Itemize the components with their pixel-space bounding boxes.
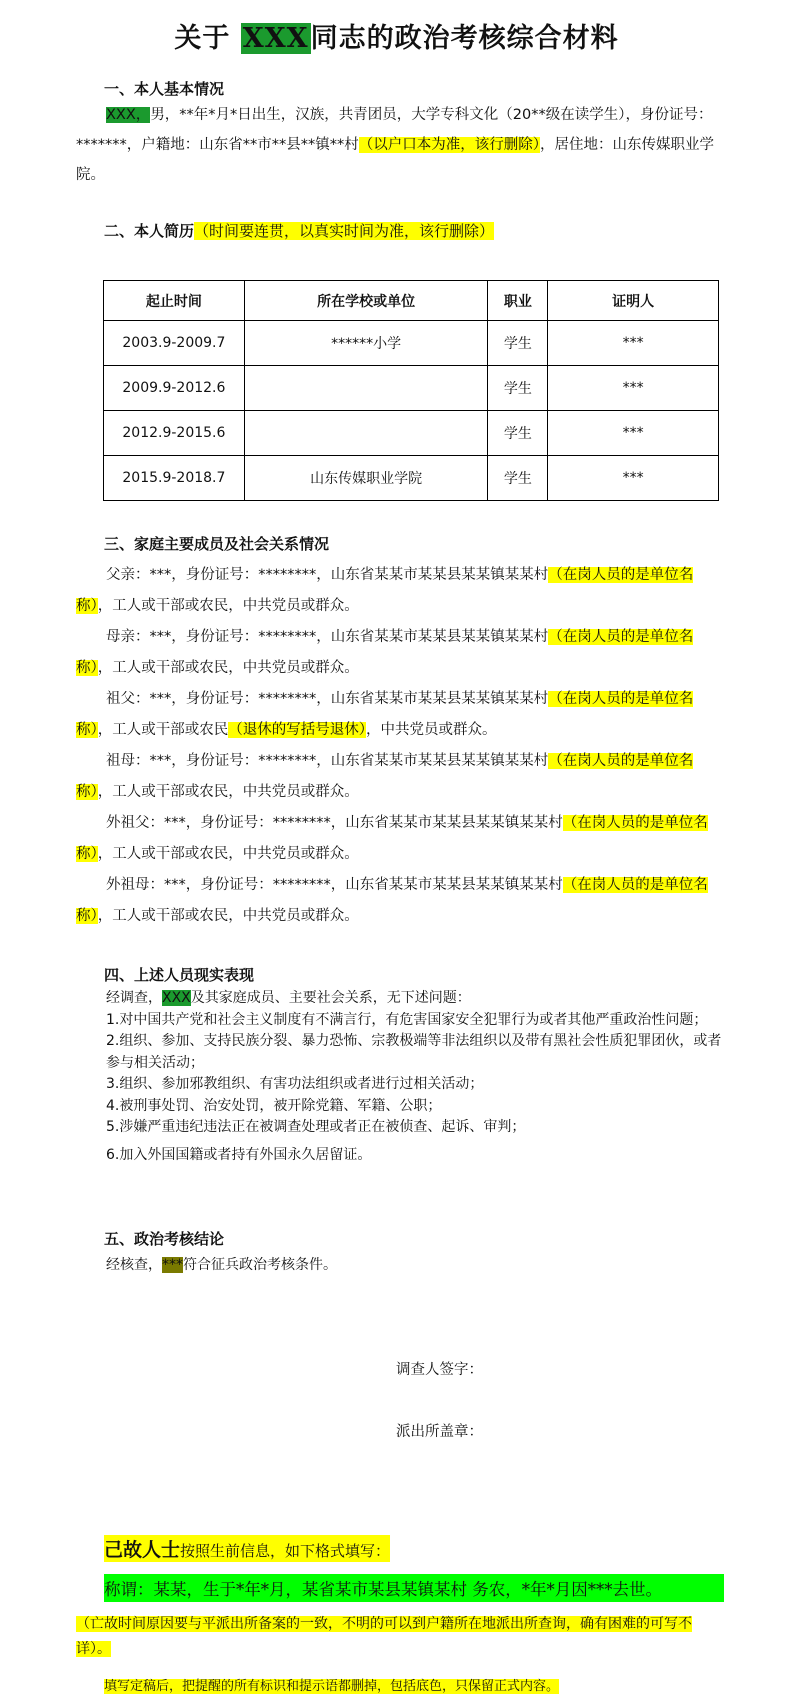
family-member-grandfather bbox=[76, 684, 726, 746]
family-member-mother bbox=[76, 622, 726, 684]
section5-body bbox=[76, 1255, 726, 1277]
member-note: （在岗人员的是单位名称） bbox=[76, 877, 708, 924]
member-note: （在岗人员的是单位名称） bbox=[76, 753, 694, 800]
table-row bbox=[104, 321, 719, 366]
section1-heading: 一、本人基本情况 bbox=[104, 80, 225, 98]
conclusion-name: *** bbox=[162, 1257, 183, 1273]
section1-note: （以户口本为准，该行删除） bbox=[358, 137, 540, 153]
col-header-school: 所在学校或单位 bbox=[244, 281, 488, 321]
deceased-instruction bbox=[104, 1535, 390, 1562]
member-note: （在岗人员的是单位名称） bbox=[76, 691, 694, 738]
family-members bbox=[76, 560, 726, 932]
intro-suffix: 及其家庭成员、主要社会关系，无下述问题： bbox=[190, 990, 471, 1006]
table-cell: ******小学 bbox=[244, 321, 488, 366]
table-cell bbox=[244, 366, 488, 411]
list-item-text: 1.对中国共产党和社会主义制度有不满言行，有危害国家安全犯罪行为或者其他严重政治性问题； bbox=[106, 1011, 708, 1028]
investigator-signature-label: 调查人签字： bbox=[396, 1362, 483, 1378]
section4-intro bbox=[76, 988, 726, 1010]
section2-heading-text: 二、本人简历 bbox=[104, 222, 195, 240]
table-cell: 学生 bbox=[488, 411, 548, 456]
list-item-text: 2.组织、参加、支持民族分裂、暴力恐怖、宗教极端等非法组织以及带有黑社会性质犯罪团伙，或者参与相关活动； bbox=[106, 1033, 722, 1071]
member-status: ，工人或干部或农民，中共党员或群众。 bbox=[97, 660, 359, 676]
list-item-text: 5.涉嫌严重违纪违法正在被调查处理或者正在被侦查、起诉、审判； bbox=[106, 1119, 526, 1135]
deceased-example: 称谓：某某，生于*年*月，某省某市某县某镇某村 务农，*年*月因***去世。 bbox=[104, 1574, 724, 1602]
member-info: 外祖父：***，身份证号：********，山东省某某市某某县某某镇某某村 bbox=[106, 815, 563, 831]
member-status: ，工人或干部或农民，中共党员或群众。 bbox=[97, 598, 359, 614]
section1-body bbox=[76, 100, 726, 190]
member-info: 祖父：***，身份证号：********，山东省某某市某某县某某镇某某村 bbox=[106, 691, 549, 707]
member-status-tail: ，中共党员或群众。 bbox=[366, 722, 497, 738]
member-status: ，工人或干部或农民，中共党员或群众。 bbox=[97, 846, 359, 862]
family-member-grandmother bbox=[76, 746, 726, 808]
table-cell: 学生 bbox=[488, 366, 548, 411]
intro-prefix: 经调查， bbox=[106, 990, 162, 1006]
title-suffix: 同志的政治考核综合材料 bbox=[310, 23, 619, 54]
table-row bbox=[104, 456, 719, 501]
member-status: ，工人或干部或农民，中共党员或群众。 bbox=[97, 784, 359, 800]
table-cell: *** bbox=[548, 321, 719, 366]
page-title bbox=[0, 16, 793, 55]
member-status: ，工人或干部或农民，中共党员或群众。 bbox=[97, 908, 359, 924]
member-info: 祖母：***，身份证号：********，山东省某某市某某县某某镇某某村 bbox=[106, 753, 549, 769]
section4-heading: 四、上述人员现实表现 bbox=[104, 966, 255, 984]
member-note: （在岗人员的是单位名称） bbox=[76, 629, 694, 676]
member-info: 外祖母：***，身份证号：********，山东省某某市某某县某某镇某某村 bbox=[106, 877, 563, 893]
table-cell: 学生 bbox=[488, 456, 548, 501]
member-info: 父亲：***，身份证号：********，山东省某某市某某县某某镇某某村 bbox=[106, 567, 549, 583]
table-cell: *** bbox=[548, 456, 719, 501]
title-prefix: 关于 bbox=[174, 23, 231, 54]
section1-name: XXX， bbox=[106, 107, 151, 123]
table-row bbox=[104, 411, 719, 456]
table-header-row bbox=[104, 281, 719, 321]
member-note: （在岗人员的是单位名称） bbox=[76, 815, 708, 862]
table-cell: *** bbox=[548, 366, 719, 411]
table-row bbox=[104, 366, 719, 411]
intro-name: XXX bbox=[162, 990, 191, 1006]
list-item bbox=[76, 1010, 726, 1032]
member-info: 母亲：***，身份证号：********，山东省某某市某某县某某镇某某村 bbox=[106, 629, 549, 645]
section1-text2: ，居住地：山东传媒职业学院。 bbox=[76, 137, 714, 183]
table-cell: 2015.9-2018.7 bbox=[104, 456, 245, 501]
list-item-text: 6.加入外国国籍或者持有外国永久居留证。 bbox=[106, 1146, 372, 1163]
section2-heading bbox=[104, 220, 494, 241]
family-member-maternal-grandmother bbox=[76, 870, 726, 932]
list-item bbox=[76, 1031, 726, 1074]
member-note: （在岗人员的是单位名称） bbox=[76, 567, 694, 614]
list-item-text: 4.被刑事处罚、治安处罚，被开除党籍、军籍、公职； bbox=[106, 1097, 442, 1114]
section5-heading: 五、政治考核结论 bbox=[104, 1230, 225, 1248]
table-cell: 学生 bbox=[488, 321, 548, 366]
family-member-maternal-grandfather bbox=[76, 808, 726, 870]
title-name: XXX bbox=[242, 23, 309, 54]
conclusion-prefix: 经核查， bbox=[106, 1257, 162, 1273]
section1-text1: 男，**年*月*日出生，汉族，共青团员，大学专科文化（20**级在读学生），身份证号：*******，户籍地：山东省**市**县**镇**村 bbox=[76, 107, 713, 153]
list-item bbox=[76, 1096, 726, 1118]
list-item bbox=[76, 1145, 726, 1167]
member-retired-note: （退休的写括号退休） bbox=[228, 722, 366, 738]
col-header-period: 起止时间 bbox=[104, 281, 245, 321]
section4-body bbox=[76, 988, 726, 1166]
table-cell bbox=[244, 411, 488, 456]
table-cell: *** bbox=[548, 411, 719, 456]
table-cell: 2003.9-2009.7 bbox=[104, 321, 245, 366]
deceased-title: 己故人士 bbox=[104, 1539, 181, 1561]
deceased-note bbox=[76, 1612, 726, 1662]
deceased-title-rest: 按照生前信息，如下格式填写： bbox=[180, 1542, 391, 1560]
section2-note: （时间要连贯，以真实时间为准，该行删除） bbox=[194, 222, 495, 240]
deceased-note-text: （亡故时间原因要与平派出所备案的一致，不明的可以到户籍所在地派出所查询，确有困难的可写不详）。 bbox=[76, 1616, 692, 1657]
list-item bbox=[76, 1074, 726, 1096]
table-cell: 2012.9-2015.6 bbox=[104, 411, 245, 456]
list-item bbox=[76, 1117, 726, 1139]
family-member-father bbox=[76, 560, 726, 622]
col-header-witness: 证明人 bbox=[548, 281, 719, 321]
section3-heading: 三、家庭主要成员及社会关系情况 bbox=[104, 535, 330, 553]
police-stamp-label: 派出所盖章： bbox=[396, 1424, 483, 1440]
resume-table bbox=[103, 280, 719, 501]
conclusion-suffix: 符合征兵政治考核条件。 bbox=[183, 1257, 337, 1273]
list-item-text: 3.组织、参加邪教组织、有害功法组织或者进行过相关活动； bbox=[106, 1076, 484, 1092]
table-cell: 2009.9-2012.6 bbox=[104, 366, 245, 411]
member-status: ，工人或干部或农民 bbox=[97, 722, 229, 738]
final-note bbox=[104, 1675, 559, 1694]
col-header-occupation: 职业 bbox=[488, 281, 548, 321]
final-note-text: 填写定稿后，把提醒的所有标识和提示语都删掉，包括底色，只保留正式内容。 bbox=[104, 1679, 560, 1694]
table-cell: 山东传媒职业学院 bbox=[244, 456, 488, 501]
